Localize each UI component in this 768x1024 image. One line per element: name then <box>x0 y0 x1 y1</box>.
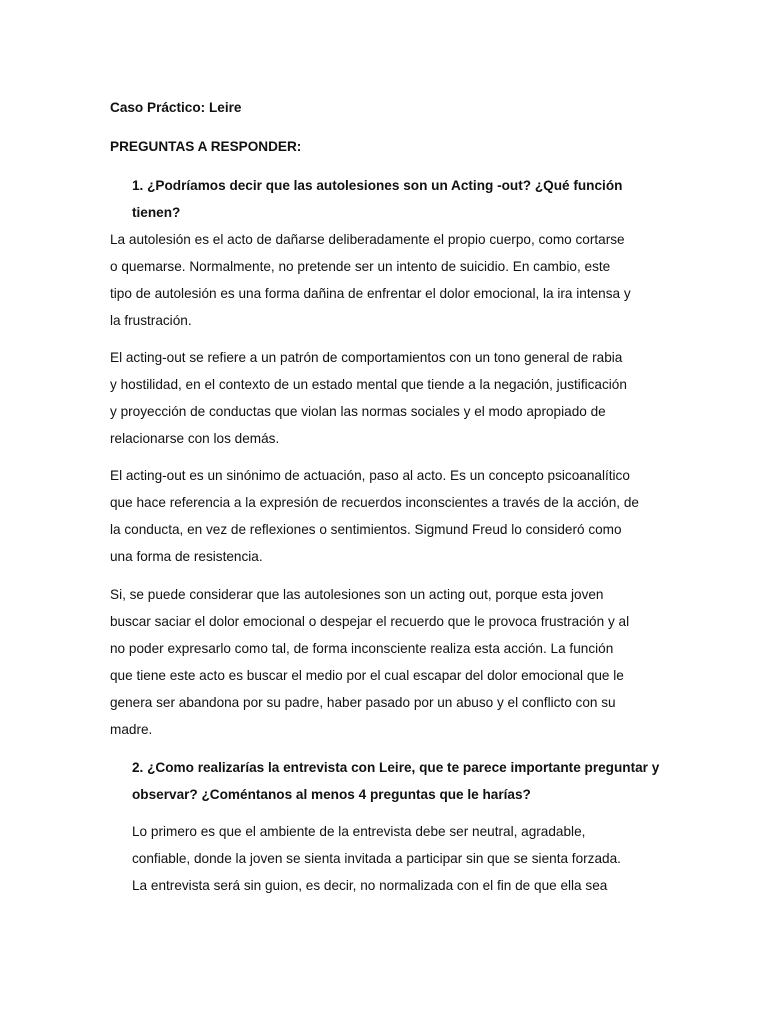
text-line: buscar saciar el dolor emocional o despejar el recuerdo que le provoca frustración y al <box>110 614 630 629</box>
text-line: La autolesión es el acto de dañarse deliberadamente el propio cuerpo, como cortarse <box>110 232 625 247</box>
text-line: una forma de resistencia. <box>110 549 263 564</box>
text-line: genera ser abandona por su padre, haber pasado por un abuso y el conflicto con su <box>110 695 616 710</box>
text-line: Si, se puede considerar que las autolesiones son un acting out, porque esta joven <box>110 587 604 602</box>
text-line: El acting-out es un sinónimo de actuación, paso al acto. Es un concepto psicoanalítico <box>110 468 630 483</box>
text-line: y hostilidad, en el contexto de un estado mental que tiende a la negación, justificación <box>110 377 627 392</box>
question-2-line-1: 2. ¿Como realizarías la entrevista con Leire, que te parece importante preguntar y <box>132 760 660 775</box>
text-line: El acting-out se refiere a un patrón de comportamientos con un tono general de rabia <box>110 350 623 365</box>
text-line: que hace referencia a la expresión de recuerdos inconscientes a través de la acción, de <box>110 495 639 510</box>
text-line: Lo primero es que el ambiente de la entrevista debe ser neutral, agradable, <box>132 824 586 839</box>
text-line: tipo de autolesión es una forma dañina de enfrentar el dolor emocional, la ira intensa y <box>110 286 631 301</box>
question-1-line-1: 1. ¿Podríamos decir que las autolesiones son un Acting -out? ¿Qué función <box>132 178 623 193</box>
answer-2-paragraph-1 <box>132 818 660 899</box>
text-line: confiable, donde la joven se sienta invitada a participar sin que se sienta forzada. <box>132 851 621 866</box>
text-line: que tiene este acto es buscar el medio por el cual escapar del dolor emocional que le <box>110 668 624 683</box>
text-line: relacionarse con los demás. <box>110 431 280 446</box>
answer-1-paragraph-1 <box>110 226 660 334</box>
document-title: Caso Práctico: Leire <box>110 100 242 115</box>
text-line: la conducta, en vez de reflexiones o sentimientos. Sigmund Freud lo consideró como <box>110 522 622 537</box>
text-line: madre. <box>110 722 153 737</box>
question-1 <box>132 172 692 226</box>
section-heading: PREGUNTAS A RESPONDER: <box>110 139 302 154</box>
text-line: La entrevista será sin guion, es decir, no normalizada con el fin de que ella sea <box>132 878 608 893</box>
question-2 <box>132 754 692 808</box>
text-line: y proyección de conductas que violan las normas sociales y el modo apropiado de <box>110 404 606 419</box>
question-2-line-2: observar? ¿Coméntanos al menos 4 preguntas que le harías? <box>132 787 531 802</box>
answer-1-paragraph-3 <box>110 462 660 570</box>
text-line: o quemarse. Normalmente, no pretende ser un intento de suicidio. En cambio, este <box>110 259 611 274</box>
question-1-line-2: tienen? <box>132 205 181 220</box>
text-line: la frustración. <box>110 313 192 328</box>
answer-1-paragraph-4 <box>110 581 660 743</box>
text-line: no poder expresarlo como tal, de forma inconsciente realiza esta acción. La función <box>110 641 614 656</box>
answer-1-paragraph-2 <box>110 344 660 452</box>
